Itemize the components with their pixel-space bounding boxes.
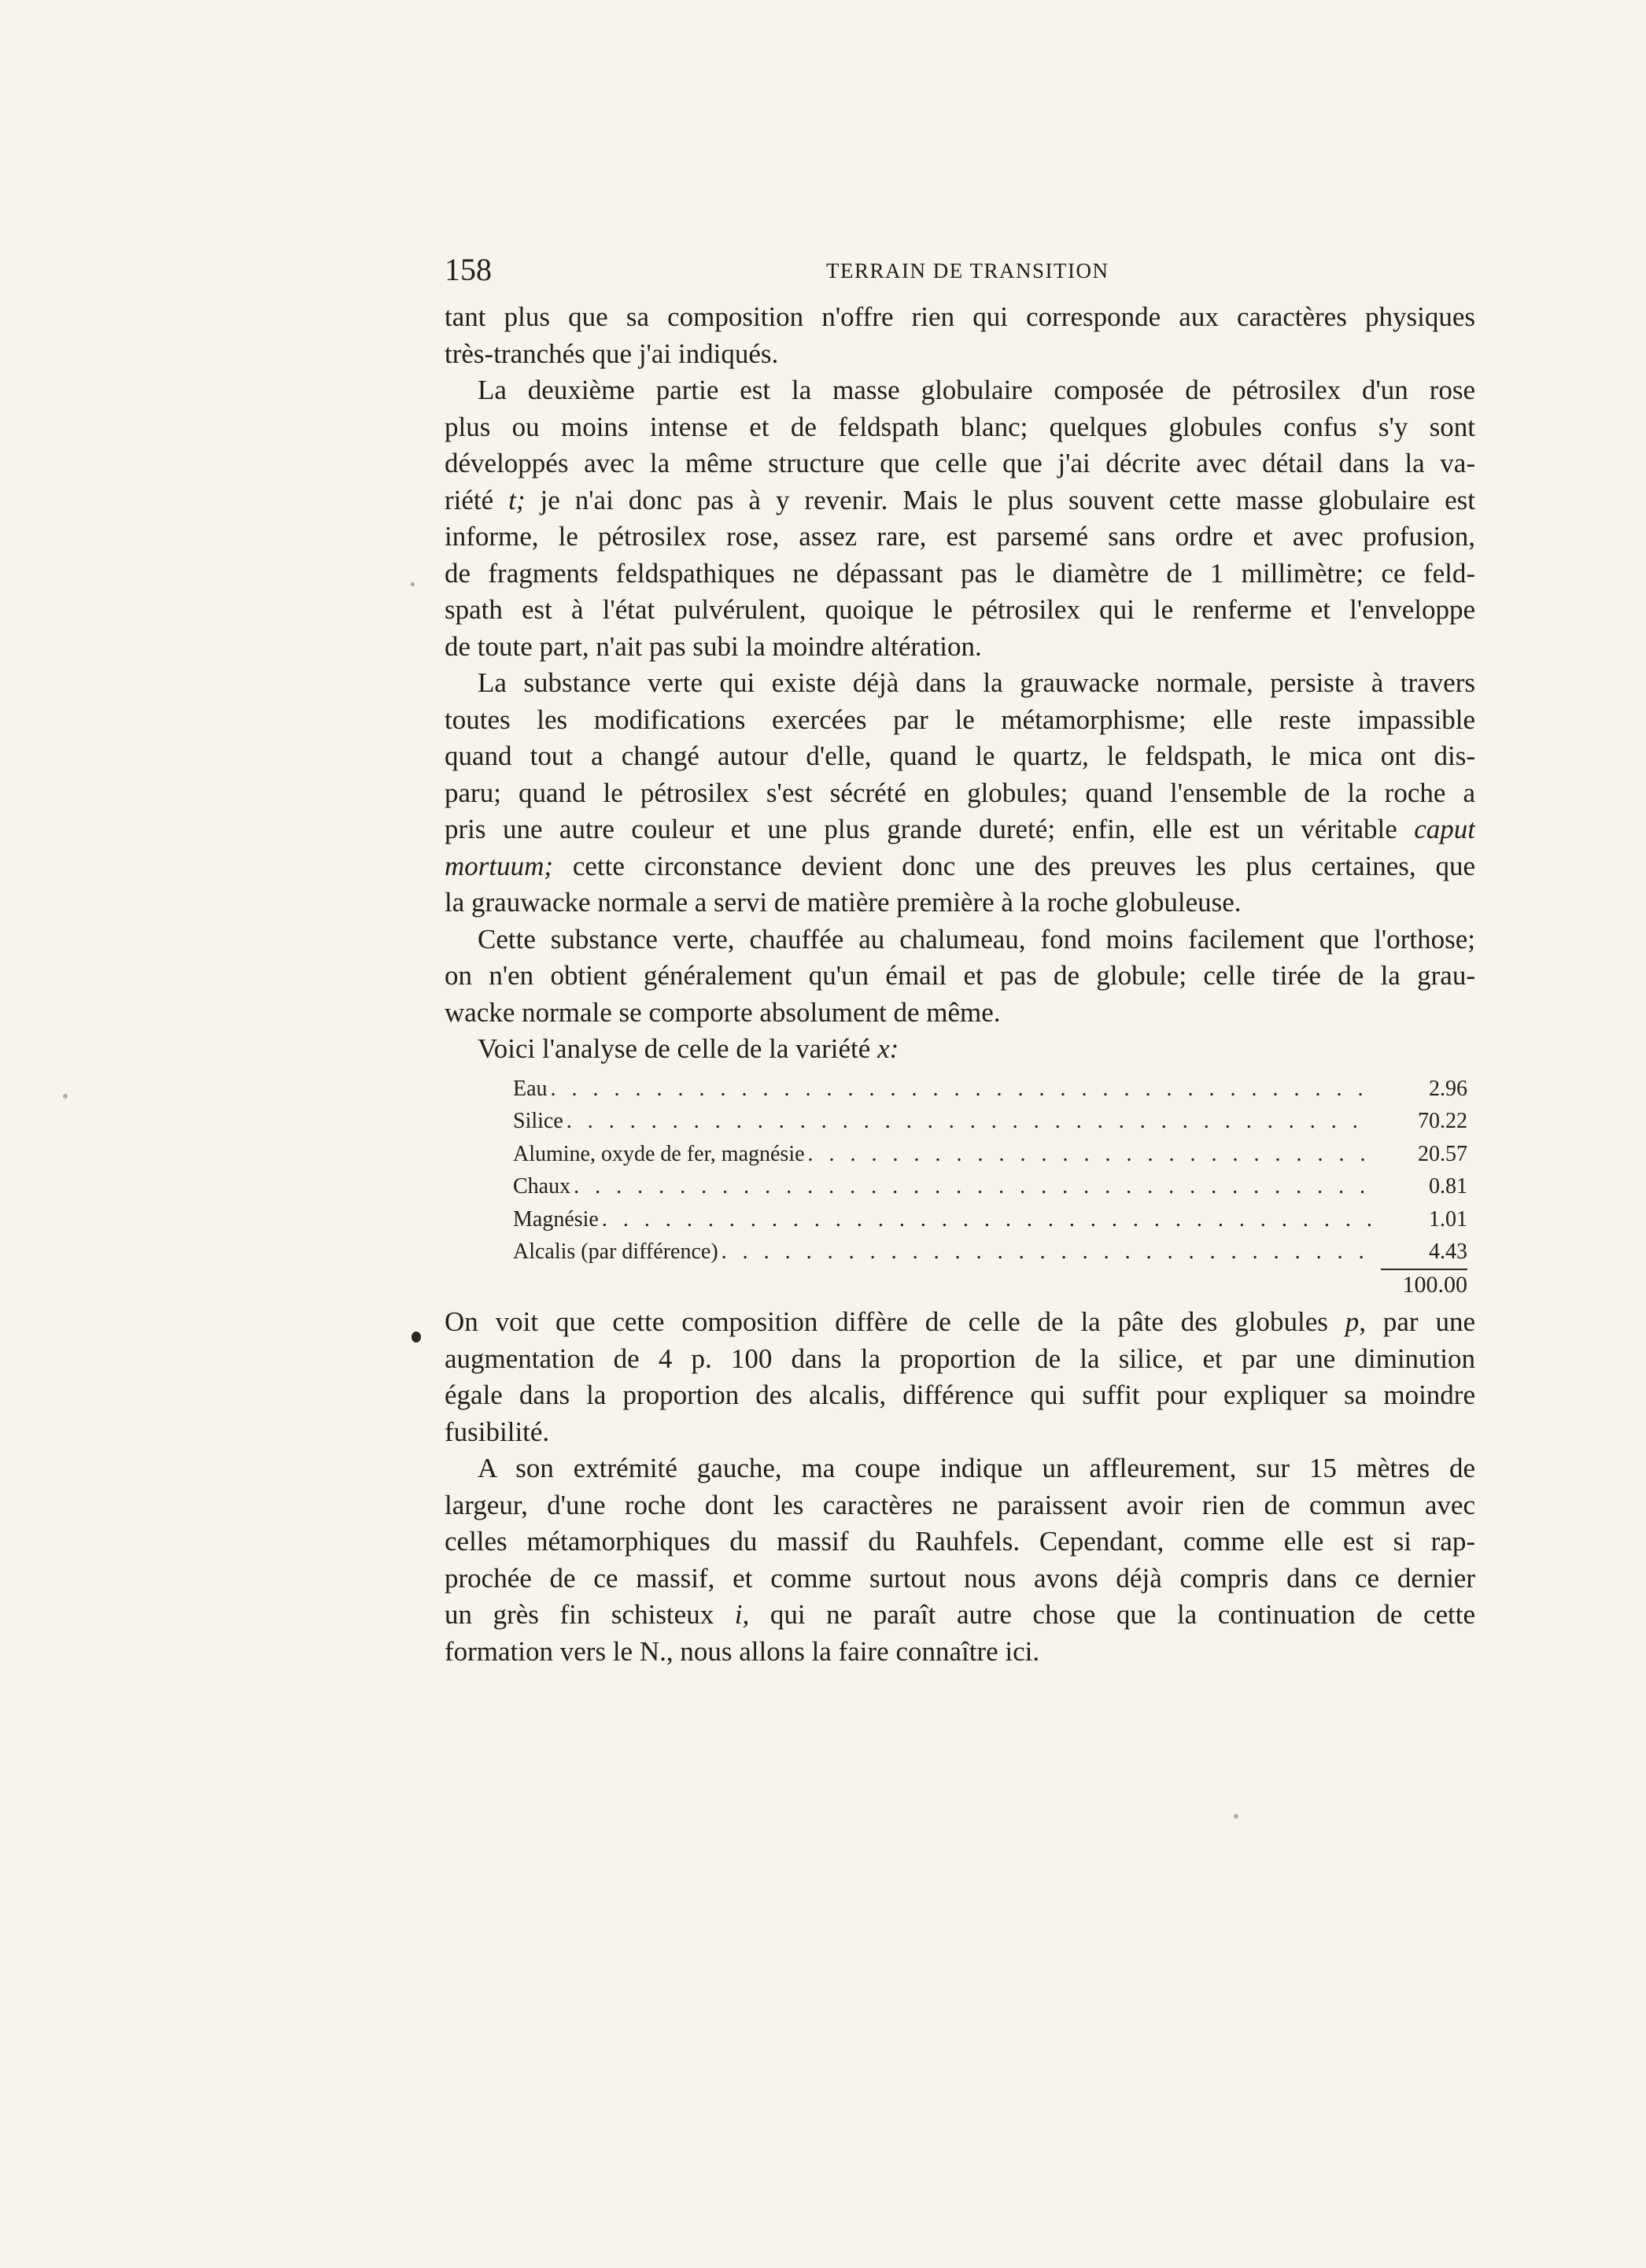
text-line: on n'en obtient généralement qu'un émail et pas de globule; celle tirée de la grau- (445, 960, 1475, 991)
text-line: tant plus que sa composition n'offre rien qui corresponde aux caractères physiques (445, 301, 1475, 332)
text-line: augmentation de 4 p. 100 dans la proportion de la silice, et par une diminution (445, 1343, 1475, 1374)
table-row (445, 1170, 1475, 1203)
text-line: très-tranchés que j'ai indiqués. (445, 338, 779, 369)
text-line: Cette substance verte, chauffée au chalumeau, fond moins facilement que l'orthose; (478, 923, 1475, 955)
text-run: Voici l'analyse de celle de la variété (478, 1033, 878, 1064)
dot-leader (567, 1105, 1375, 1138)
text-run: On voit que cette composition diffère de celle de la pâte des globules (445, 1306, 1345, 1337)
italic-gres-i: i, (734, 1599, 750, 1630)
analysis-table (445, 1073, 1475, 1302)
text-run: qui ne paraît autre chose que la continuation de cette (749, 1599, 1475, 1630)
ink-speck (63, 1094, 68, 1099)
text-run: pris une autre couleur et une plus grande dureté; enfin, elle est un véritable (445, 814, 1415, 844)
component-label: Magnésie (513, 1206, 599, 1232)
component-value: 20.57 (1418, 1141, 1467, 1166)
text-line (445, 1597, 1475, 1634)
text-line: celles métamorphiques du massif du Rauhfels. Cependant, comme elle est si rap- (445, 1526, 1475, 1557)
text-line: égale dans la proportion des alcalis, différence qui suffit pour expliquer sa moindre (445, 1380, 1475, 1410)
text-run: un grès fin schisteux (445, 1599, 735, 1630)
text-line (445, 1304, 1475, 1341)
italic-mortuum: mortuum; (445, 850, 554, 881)
component-value: 0.81 (1429, 1174, 1467, 1199)
table-total-row (445, 1269, 1475, 1302)
text-line: spath est à l'état pulvérulent, quoique le pétrosilex qui le renferme et l'enveloppe (445, 594, 1475, 625)
italic-variety-x: x: (877, 1033, 899, 1064)
component-label: Alcalis (par différence) (513, 1239, 718, 1264)
text-line: A son extrémité gauche, ma coupe indique un affleurement, sur 15 mètres de (478, 1453, 1475, 1483)
text-line: développés avec la même structure que celle que j'ai décrite avec détail dans la va- (445, 448, 1475, 478)
text-run: je n'ai donc pas à y revenir. Mais le plus souvent cette masse globulaire est (525, 484, 1475, 515)
component-label: Eau (513, 1076, 548, 1101)
text-line: paru; quand le pétrosilex s'est sécrété en globules; quand l'ensemble de la roche a (445, 777, 1475, 808)
text-line (445, 811, 1475, 848)
text-line: prochée de ce massif, et comme surtout nous avons déjà compris dans ce dernier (445, 1562, 1475, 1594)
text-line: fusibilité. (445, 1416, 550, 1447)
component-value: 2.96 (1429, 1076, 1467, 1101)
text-line: toutes les modifications exercées par le métamorphisme; elle reste impassible (445, 704, 1475, 735)
italic-caput: caput (1414, 814, 1475, 844)
text-run: , par une (1359, 1306, 1475, 1337)
text-line: La deuxième partie est la masse globulaire composée de pétrosilex d'un rose (478, 375, 1475, 405)
text-line: La substance verte qui existe déjà dans la grauwacke normale, persiste à travers (478, 667, 1475, 698)
ink-speck (1234, 1814, 1238, 1819)
component-value: 4.43 (1381, 1236, 1467, 1270)
text-line: plus ou moins intense et de feldspath blanc; quelques globules confus s'y sont (445, 411, 1475, 442)
component-label: Chaux (513, 1174, 571, 1199)
text-line (445, 848, 1475, 885)
dot-leader (551, 1073, 1375, 1106)
text-line: formation vers le N., nous allons la faire connaître ici. (445, 1635, 1040, 1667)
text-line: largeur, d'une roche dont les caractères ne paraissent avoir rien de commun avec (445, 1489, 1475, 1520)
dot-leader (808, 1138, 1375, 1171)
text-line: de fragments feldspathiques ne dépassant pas le diamètre de 1 millimètre; ce feld- (445, 557, 1475, 589)
total-value: 100.00 (1402, 1271, 1467, 1298)
main-text (445, 299, 1475, 1670)
component-label: Alumine, oxyde de fer, magnésie (513, 1141, 805, 1166)
dot-leader (722, 1236, 1375, 1269)
table-row (445, 1236, 1475, 1269)
text-line: informe, le pétrosilex rose, assez rare, est parsemé sans ordre et avec profusion, (445, 521, 1475, 552)
page-number: 158 (445, 252, 492, 287)
ink-speck (411, 582, 415, 586)
dot-leader (602, 1203, 1375, 1236)
component-value: 70.22 (1418, 1109, 1467, 1133)
table-row (445, 1138, 1475, 1171)
text-line (445, 482, 1475, 519)
ink-speck (412, 1332, 421, 1343)
after-table-text (445, 1304, 1475, 1670)
table-row (445, 1105, 1475, 1138)
text-line: wacke normale se comporte absolument de même. (445, 996, 1001, 1028)
table-row (445, 1203, 1475, 1236)
text-run: cette circonstance devient donc une des preuves les plus certaines, que (553, 850, 1475, 881)
text-line (445, 1031, 1475, 1068)
running-head (445, 250, 1475, 290)
italic-variety-t: t; (508, 484, 526, 515)
table-row (445, 1073, 1475, 1106)
text-run: riété (445, 484, 509, 515)
text-line: de toute part, n'ait pas subi la moindre altération. (445, 630, 982, 662)
text-line: la grauwacke normale a servi de matière première à la roche globuleuse. (445, 887, 1242, 918)
text-line: quand tout a changé autour d'elle, quand le quartz, le feldspath, le mica ont dis- (445, 741, 1475, 771)
dot-leader (574, 1170, 1375, 1203)
italic-globules-p: p (1345, 1306, 1360, 1337)
running-title: TERRAIN DE TRANSITION (826, 259, 1109, 283)
component-value: 1.01 (1429, 1206, 1467, 1232)
component-label: Silice (513, 1109, 563, 1133)
